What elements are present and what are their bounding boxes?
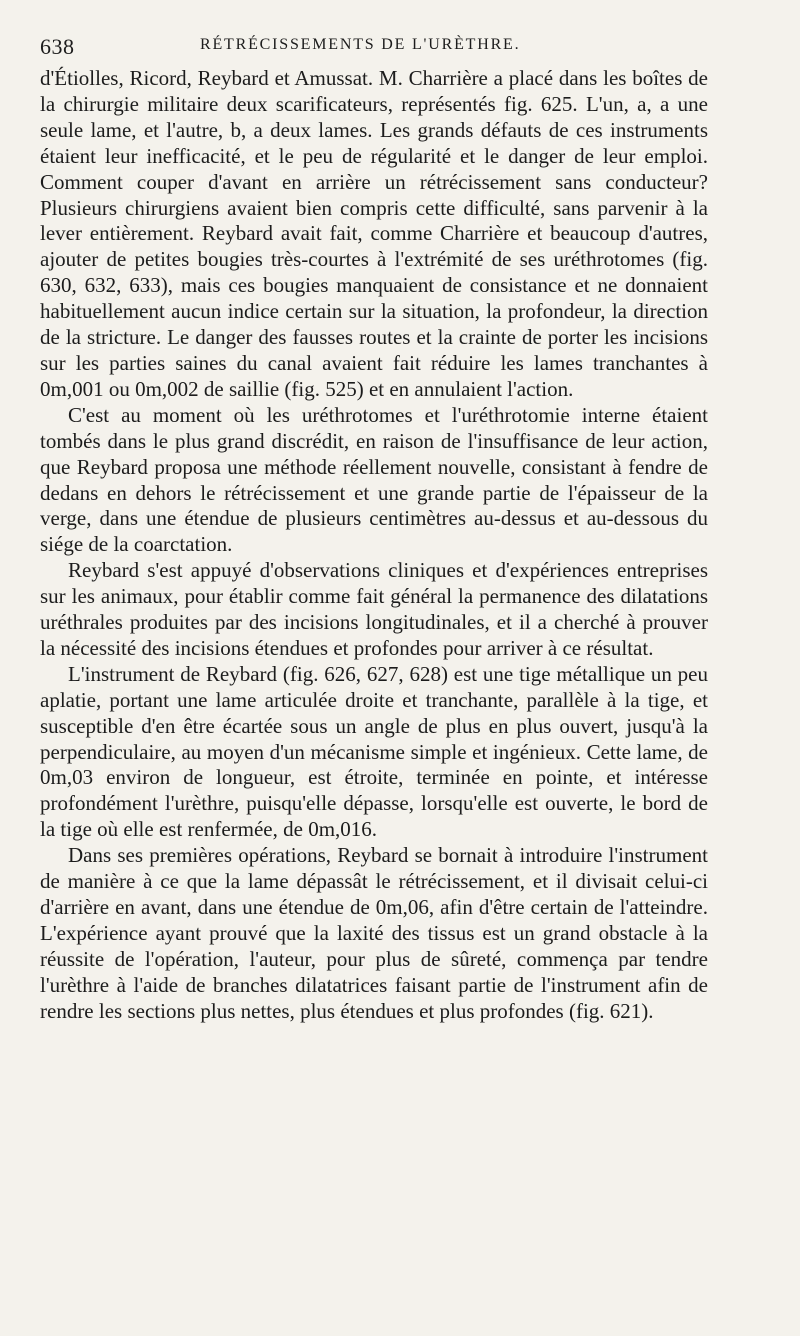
paragraph-2: C'est au moment où les uréthrotomes et l'uréthrotomie interne étaient tombés dans le plus grand discrédit, en raison de l'insuffisance de leur action, que Reybard proposa une méthode réellement nouvelle, consistant à fendre de dedans en dehors le rétrécissement et une grande partie de l'épaisseur de la verge, dans une étendue de plusieurs centimètres au-dessus et au-dessous du siége de la coarctation. <box>40 402 708 557</box>
page-header <box>40 22 760 66</box>
running-head: RÉTRÉCISSEMENTS DE L'URÈTHRE. <box>200 36 521 53</box>
body-text <box>40 66 708 1025</box>
page-number: 638 <box>40 34 75 59</box>
paragraph-5: Dans ses premières opérations, Reybard se bornait à introduire l'instrument de manière à ce que la lame dépassât le rétrécissement, et il divisait celui-ci d'arrière en avant, dans une étendue de 0m,06, afin d'être certain de l'atteindre. L'expérience ayant prouvé que la laxité des tissus est un grand obstacle à la réussite de l'opération, l'auteur, pour plus de sûreté, commença par tendre l'urèthre à l'aide de branches dilatatrices faisant partie de l'instrument afin de rendre les sections plus nettes, plus étendues et plus profondes (fig. 621). <box>40 843 708 1023</box>
paragraph-4: L'instrument de Reybard (fig. 626, 627, 628) est une tige métallique un peu aplatie, portant une lame articulée droite et tranchante, parallèle à la tige, et susceptible d'en être écartée sous un angle de plus en plus ouvert, jusqu'à la perpendiculaire, au moyen d'un mécanisme simple et ingénieux. Cette lame, de 0m,03 environ de longueur, est étroite, terminée en pointe, et intéresse profondément l'urèthre, puisqu'elle dépasse, lorsqu'elle est ouverte, le bord de la tige où elle est renfermée, de 0m,016. <box>40 661 708 842</box>
paragraph-1: d'Étiolles, Ricord, Reybard et Amussat. M. Charrière a placé dans les boîtes de la chirurgie militaire deux scarificateurs, représentés fig. 625. L'un, a, a une seule lame, et l'autre, b, a deux lames. Les grands défauts de ces instruments étaient leur inefficacité, et le peu de régularité et le danger de leur emploi. Comment couper d'avant en arrière un rétrécissement sans conducteur? Plusieurs chirurgiens avaient bien compris cette difficulté, sans parvenir à la lever entièrement. Reybard avait fait, comme Charrière et beaucoup d'autres, ajouter de petites bougies très-courtes à l'extrémité de ses uréthrotomes (fig. 630, 632, 633), mais ces bougies manquaient de consistance et ne donnaient habituellement aucun indice certain sur la situation, la profondeur, la direction de la stricture. Le danger des fausses routes et la crainte de porter les incisions sur les parties saines du canal avaient fait réduire les lames tranchantes à 0m,001 ou 0m,002 de saillie (fig. 525) et en annulaient l'action. <box>40 66 708 401</box>
paragraph-3: Reybard s'est appuyé d'observations cliniques et d'expériences entreprises sur les animaux, pour établir comme fait général la permanence des dilatations uréthrales produites par des incisions longitudinales, et il a cherché à prouver la nécessité des incisions étendues et profondes pour arriver à ce résultat. <box>40 558 708 660</box>
